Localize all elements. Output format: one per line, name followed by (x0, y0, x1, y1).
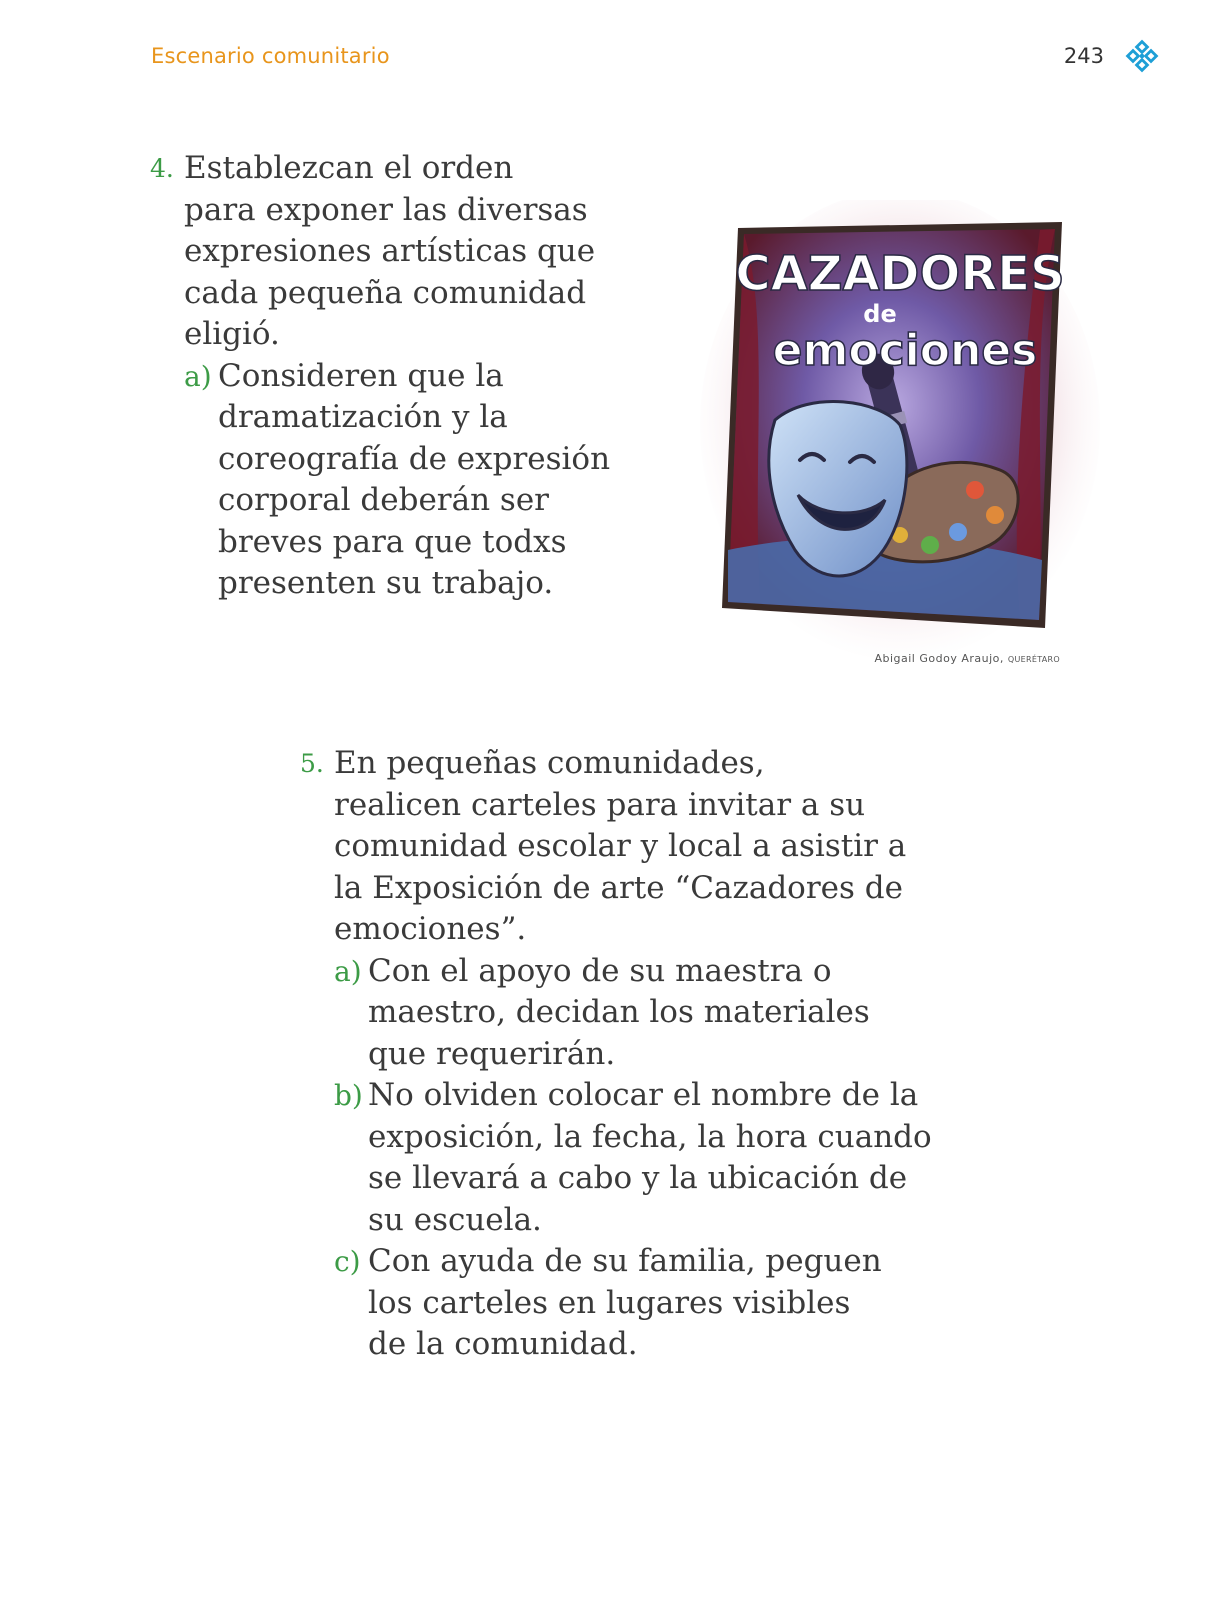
credit-name: Abigail Godoy Araujo, (874, 652, 1008, 665)
subitem-c (334, 1241, 932, 1366)
text-line: breves para que todxs (218, 523, 567, 560)
text-line: cada pequeña comunidad (184, 274, 587, 311)
subitem-letter: a) (184, 359, 212, 393)
item-number: 4. (150, 154, 174, 183)
poster-illustration (700, 200, 1100, 660)
text-line: de la comunidad. (368, 1326, 638, 1362)
instruction-4 (150, 148, 610, 605)
page-number: 243 (1063, 44, 1104, 68)
text-line: coreografía de expresión (218, 440, 611, 477)
text-line: se llevará a cabo y la ubicación de (368, 1160, 908, 1196)
instruction-5 (300, 743, 932, 1366)
text-line: para exponer las diversas (184, 191, 588, 228)
text-line: exposición, la fecha, la hora cuando (368, 1118, 932, 1155)
text-line: realicen carteles para invitar a su (334, 786, 866, 823)
item-number: 5. (300, 749, 324, 778)
poster-title-bottom: emociones (772, 325, 1038, 376)
subitem-letter: a) (334, 954, 362, 988)
subitem-b (334, 1075, 932, 1241)
text-line: eligió. (184, 316, 280, 352)
text-line: su escuela. (368, 1201, 542, 1238)
credit-state: QUERÉTARO (1007, 655, 1060, 664)
text-line: comunidad escolar y local a asistir a (334, 828, 907, 864)
text-line: corporal deberán ser (218, 482, 549, 518)
text-line: No olviden colocar el nombre de la (368, 1077, 919, 1113)
text-line: que requerirán. (368, 1035, 616, 1072)
instruction-item (300, 743, 932, 1366)
text-line: Establezcan el orden (184, 150, 514, 186)
text-line: emociones”. (334, 911, 527, 947)
text-line: los carteles en lugares visibles (368, 1284, 851, 1321)
text-line: dramatización y la (218, 399, 508, 435)
text-line: Consideren que la (218, 357, 504, 394)
text-line: maestro, decidan los materiales (368, 994, 870, 1030)
poster-title-small: de (863, 300, 897, 328)
text-line: Con el apoyo de su maestra o (368, 952, 832, 989)
section-title: Escenario comunitario (151, 44, 390, 68)
text-line: Con ayuda de su familia, peguen (368, 1243, 882, 1279)
flower-cross-icon (1124, 38, 1160, 74)
text-line: presenten su trabajo. (218, 565, 554, 601)
poster-title: CAZADORES (735, 246, 1065, 302)
subitem-a (184, 356, 610, 605)
image-credit (850, 652, 1060, 665)
subitem-letter: c) (334, 1245, 361, 1278)
text-line: la Exposición de arte “Cazadores de (334, 869, 903, 906)
instruction-item (150, 148, 610, 605)
subitem-a (334, 951, 932, 1076)
text-line: expresiones artísticas que (184, 233, 596, 269)
subitem-letter: b) (334, 1079, 363, 1112)
text-line: En pequeñas comunidades, (334, 745, 765, 781)
